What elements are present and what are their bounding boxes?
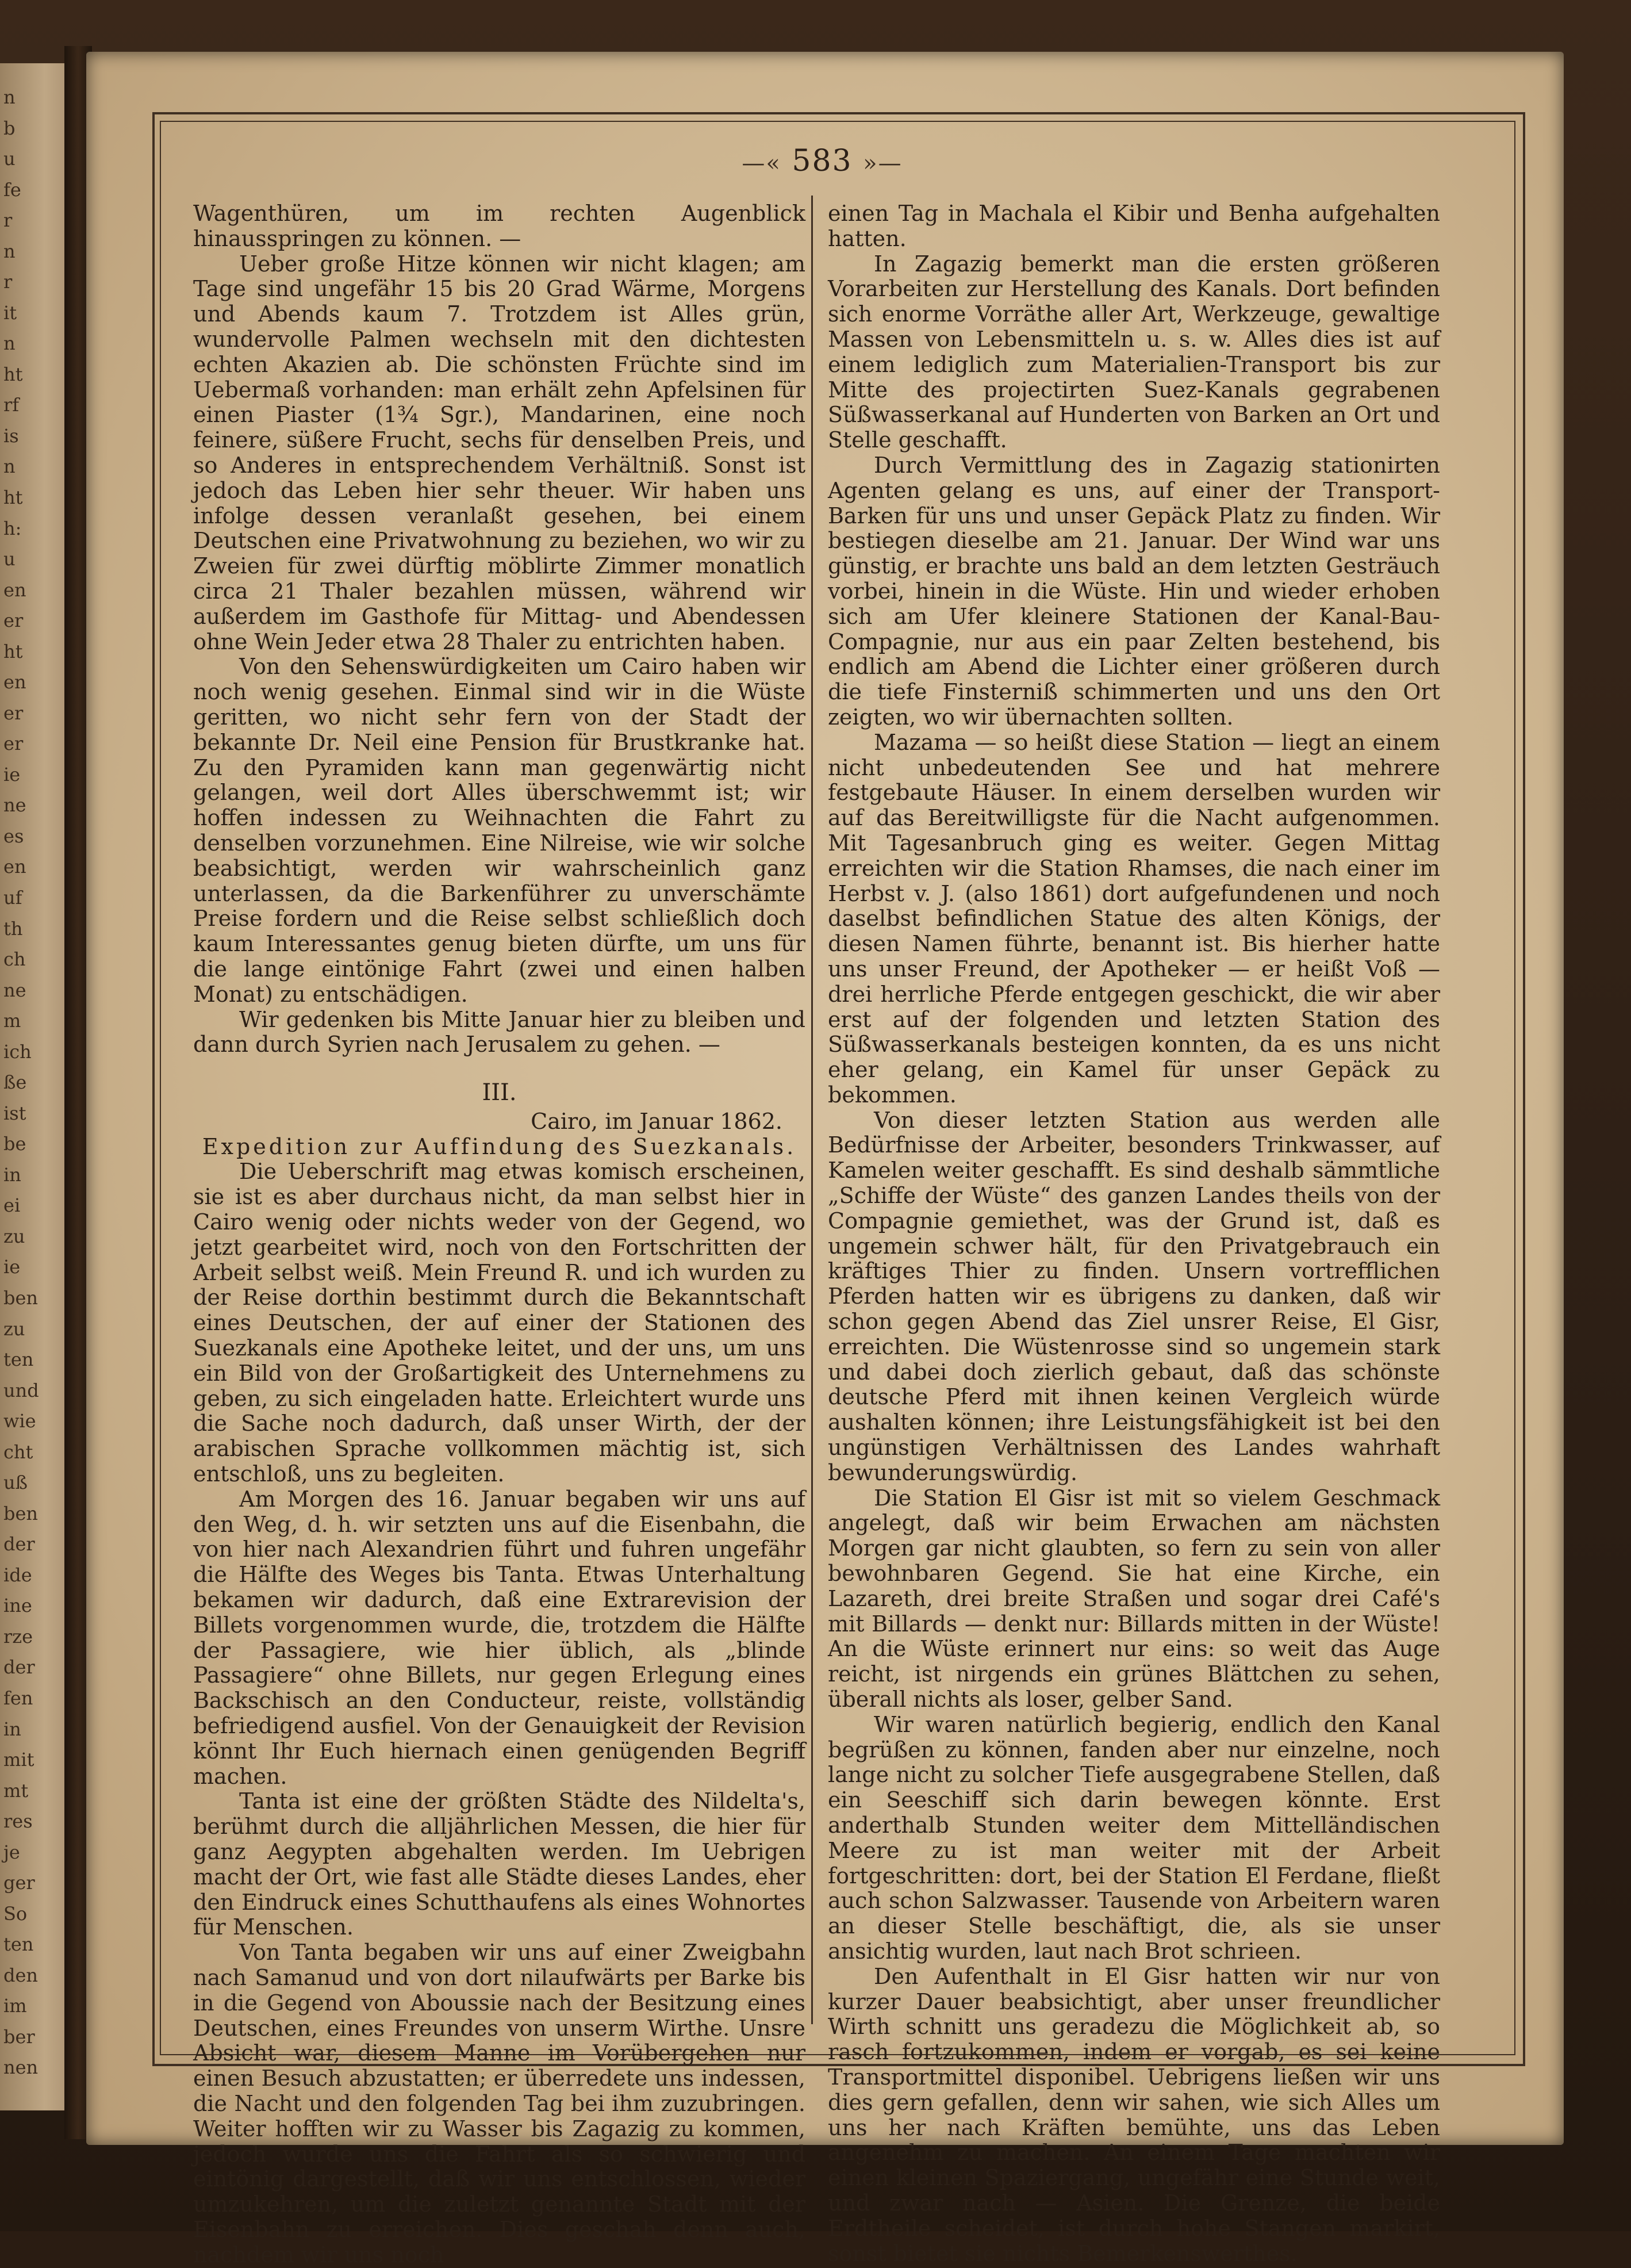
left-page-fragment: rf bbox=[3, 394, 20, 416]
section-heading: III. bbox=[482, 1079, 517, 1106]
page-header bbox=[713, 144, 931, 178]
left-page-fragment: u bbox=[3, 548, 16, 570]
paragraph: Wagenthüren, um im rechten Augenblick hinausspringen zu können. — bbox=[193, 201, 805, 251]
paragraph: Mazama — so heißt diese Station — liegt an einem nicht unbedeutenden See und hat mehrere festgebaute Häuser. In einem derselben wurden wir auf das Bereitwilligste für die Nacht aufgenommen. Mit Tagesanbruch ging es weiter. Gegen Mittag erreichten wir die Station Rhamses, die nach einer im Herbst v. J. (also 1861) dort aufgefundenen und noch daselbst befindlichen Statue des alten Königs, der diesen Namen führte, benannt ist. Bis hierher hatte uns unser Freund, der Apotheker — er heißt Voß — drei herrliche Pferde entgegen geschickt, die wir aber erst auf der folgenden und letzten Station des Süßwasserkanals besteigen konnten, da es uns nicht eher gelang, ein Kamel für unser Gepäck zu bekommen. bbox=[828, 729, 1440, 1108]
left-page-fragment: So bbox=[3, 1902, 28, 1925]
left-page-fragment: ine bbox=[3, 1595, 32, 1617]
paragraph: In Zagazig bemerkt man die ersten größeren Vorarbeiten zur Herstellung des Kanals. Dort befinden sich enorme Vorräthe aller Art, Werkzeuge, gewaltige Massen von Lebensmitteln u. s. w. Alles dies ist auf einem lediglich zum Materialien-Transport bis zur Mitte des projectirten Suez-Kanals gegrabenen Süßwasserkanal auf Hunderten von Barken an Ort und Stelle geschafft. bbox=[828, 251, 1440, 453]
left-page-fragment: n bbox=[3, 455, 16, 478]
header-ornament-right: »— bbox=[863, 150, 903, 177]
left-page-fragment: r bbox=[3, 271, 13, 293]
left-page-fragment: ist bbox=[3, 1102, 26, 1124]
paragraph: einen Tag in Machala el Kibir und Benha aufgehalten hatten. bbox=[828, 201, 1440, 251]
left-page-fragment: ie bbox=[3, 1256, 21, 1278]
left-page-fragment: ie bbox=[3, 763, 21, 786]
left-page-fragment: rze bbox=[3, 1625, 33, 1648]
left-page-fragment: uf bbox=[3, 887, 22, 909]
paragraph: Die Station El Gisr ist mit so vielem Geschmack angelegt, daß wir beim Erwachen am nächsten Morgen gar nicht glaubten, so fern zu sein von aller bewohnbaren Gegend. Sie hat eine Kirche, ein Lazareth, drei breite Straßen und sogar drei Café's mit Billards — denkt nur: Billards mitten in der Wüste! An die Wüste erinnert nur eins: so weit das Auge reicht, ist nirgends ein grünes Blättchen zu sehen, überall nichts als loser, gelber Sand. bbox=[828, 1485, 1440, 1713]
left-page-fragment: ben bbox=[3, 1502, 39, 1524]
paragraph: Von Tanta begaben wir uns auf einer Zweigbahn nach Samanud und von dort nilaufwärts per Barke bis in die Gegend von Aboussie nach der Besitzung eines Deutschen, eines Freundes von unserm Wirthe. Unsre Absicht war, diesem Manne im Vorübergehen nur einen Besuch abzustatten; er überredete uns indessen, die Nacht und den folgenden Tag bei ihm zuzubringen. Weiter hofften wir zu Wasser bis Zagazig zu kommen, jedoch wurde uns die Fahrt als so schwierig und eintönig dargestellt, daß wir uns entschlossen, wieder umzukehren, um die zuletzt genannte Stadt mit der Eisenbahn zu erreichen. Dies geschah denn auch, nachdem wir uns noch bbox=[193, 1940, 805, 2267]
right-column bbox=[828, 201, 1440, 2266]
left-page-fragment: ich bbox=[3, 1040, 32, 1063]
left-page-fragment: m bbox=[3, 1010, 21, 1032]
paragraph: Wir waren natürlich begierig, endlich den Kanal begrüßen zu können, fanden aber nur einzelne, noch lange nicht zu solcher Tiefe ausgegrabene Stellen, daß ein Seeschiff sich darin bewegen könnte. Erst anderthalb Stunden weiter dem Mittelländischen Meere zu ist man weiter mit der Arbeit fortgeschritten: dort, bei der Station El Ferdane, fließt auch schon Salzwasser. Tausende von Arbeitern waren an dieser Stelle beschäftigt, die, als sie unser ansichtig wurden, laut nach Brot schrieen. bbox=[828, 1711, 1440, 1964]
left-page-fragment: ber bbox=[3, 2025, 35, 2048]
left-page-fragment: den bbox=[3, 1964, 39, 1986]
header-ornament-left: —« bbox=[742, 150, 781, 177]
left-page-fragment: in bbox=[3, 1163, 21, 1186]
left-page-fragment: n bbox=[3, 86, 16, 108]
paragraph: Tanta ist eine der größten Städte des Nildelta's, berühmt durch die alljährlichen Messen, die hier für ganz Aegypten abgehalten werden. Im Uebrigen macht der Ort, wie fast alle Städte dieses Landes, eher den Eindruck eines Schutthaufens als eines Wohnortes für Menschen. bbox=[193, 1788, 805, 1940]
left-page-fragment: und bbox=[3, 1379, 39, 1401]
left-page-fragment: th bbox=[3, 917, 23, 940]
left-page-fragment: it bbox=[3, 301, 17, 324]
left-page-fragment: ne bbox=[3, 794, 26, 817]
left-page-fragment: u bbox=[3, 148, 16, 170]
left-page-fragment: im bbox=[3, 1995, 27, 2017]
left-page-fragment: fen bbox=[3, 1687, 33, 1709]
left-page-fragment: ide bbox=[3, 1564, 32, 1586]
left-page-fragment: nen bbox=[3, 2056, 39, 2079]
left-page-fragment: der bbox=[3, 1656, 35, 1679]
left-page-fragment: en bbox=[3, 579, 26, 601]
left-page-fragment: ten bbox=[3, 1933, 34, 1956]
left-page-fragment: res bbox=[3, 1810, 33, 1833]
left-page-fragment: ei bbox=[3, 1194, 21, 1217]
left-page-fragment: ht bbox=[3, 486, 23, 508]
dateline: Cairo, im Januar 1862. bbox=[531, 1108, 782, 1134]
page-number: 583 bbox=[792, 144, 853, 178]
left-page-fragment: h: bbox=[3, 517, 22, 539]
left-page-fragment: in bbox=[3, 1718, 21, 1740]
left-page-fragment: ten bbox=[3, 1348, 34, 1371]
left-page-fragment: ht bbox=[3, 640, 23, 662]
paragraph: Von dieser letzten Station aus werden alle Bedürfnisse der Arbeiter, besonders Trinkwasser, auf Kamelen weiter geschafft. Es sind deshalb sämmtliche „Schiffe der Wüste“ des ganzen Landes theils von der Compagnie gemiethet, was der Grund ist, daß es ungemein schwer hält, für den Privatgebrauch ein kräftiges Thier zu finden. Unsern vortrefflichen Pferden hatten wir es übrigens zu danken, daß wir schon gegen Abend das Ziel unsrer Reise, El Gisr, erreichten. Die Wüstenrosse sind so ungemein stark und dabei doch zierlich gebaut, daß das schönste deutsche Pferd mit ihnen keinen Vergleich würde aushalten können; ihre Leistungsfähigkeit ist bei den ungünstigen Verhältnissen des Landes wahrhaft bewunderungswürdig. bbox=[828, 1107, 1440, 1485]
paragraph: Den Aufenthalt in El Gisr hatten wir nur von kurzer Dauer beabsichtigt, aber unser freundlicher Wirth schnitt uns geradezu die Möglichkeit ab, so rasch fortzukommen, indem er vorgab, es sei keine Transportmittel disponibel. Uebrigens ließen wir uns dies gern gefallen, denn wir sahen, wie sich Alles um uns her nach Kräften bemühte, uns das Leben angenehm zu machen. An einem Tage machten wir einen kleinen Spaziergang, ungefähr eine Stunde weit, und zwar nach — Asien. Die Grenze, die beide Erdtheile scheidet, ist durch hohe Stangen markirt, sonst bietet sie nichts Bemerkenswerthes. bbox=[828, 1963, 1440, 2266]
left-page-fragment: cht bbox=[3, 1441, 33, 1463]
left-page-fragment: ch bbox=[3, 948, 26, 971]
left-column bbox=[193, 201, 805, 2268]
paragraph: Durch Vermittlung des in Zagazig stationirten Agenten gelang es uns, auf einer der Transport-Barken für uns und unser Gepäck Platz zu finden. Wir bestiegen dieselbe am 21. Januar. Der Wind war uns günstig, er brachte uns bald an dem letzten Gesträuch vorbei, hinein in die Wüste. Hin und wieder erhoben sich am Ufer kleinere Stationen der Kanal-Bau-Compagnie, nur aus ein paar Zelten bestehend, bis endlich am Abend die Lichter einer größeren durch die tiefe Finsterniß schimmerten und uns den Ort zeigten, wo wir übernachten sollten. bbox=[828, 452, 1440, 730]
left-page-fragment: es bbox=[3, 825, 24, 847]
left-page-fragment: mt bbox=[3, 1779, 29, 1802]
left-page-fragment: en bbox=[3, 671, 26, 694]
left-page-fragment: er bbox=[3, 733, 24, 755]
left-page-fragment: en bbox=[3, 856, 26, 878]
left-page-fragment: ger bbox=[3, 1872, 35, 1894]
left-page-fragment: ben bbox=[3, 1287, 39, 1309]
left-page-fragment: be bbox=[3, 1133, 26, 1155]
left-page-fragment: n bbox=[3, 240, 16, 262]
left-page-fragment: mit bbox=[3, 1749, 34, 1771]
left-page-fragment: zu bbox=[3, 1225, 25, 1247]
left-page-fragment: der bbox=[3, 1533, 35, 1556]
left-page-fragment: r bbox=[3, 209, 13, 232]
paragraph: Ueber große Hitze können wir nicht klagen; am Tage sind ungefähr 15 bis 20 Grad Wärme, Morgens und Abends kaum 7. Trotzdem ist Alles grün, wundervolle Palmen wechseln mit den dichtesten echten Akazien ab. Die schönsten Früchte sind im Uebermaß vorhanden: man erhält zehn Apfelsinen für einen Piaster (1¾ Sgr.), Mandarinen, eine noch feinere, süßere Frucht, sechs für denselben Preis, und so Anderes in entsprechendem Verhältniß. Sonst ist jedoch das Leben hier sehr theuer. Wir haben uns infolge dessen veranlaßt gesehen, bei einem Deutschen eine Privatwohnung zu beziehen, wo wir zu Zweien für zwei dürftig möblirte Zimmer monatlich circa 21 Thaler bezahlen müssen, während wir außerdem im Gasthofe für Mittag- und Abendessen ohne Wein Jeder etwa 28 Thaler zu entrichten haben. bbox=[193, 251, 805, 654]
left-page-fragment: ße bbox=[3, 1071, 27, 1094]
left-page-fragment: wie bbox=[3, 1410, 36, 1432]
paragraph: Die Ueberschrift mag etwas komisch erscheinen, sie ist es aber durchaus nicht, da man selbst hier in Cairo wenig oder nichts weder von der Gegend, wo jetzt gearbeitet wird, noch von den Fortschritten der Arbeit selbst weiß. Mein Freund R. und ich wurden zu der Reise dorthin bestimmt durch die Bekanntschaft eines Deutschen, der auf einer der Stationen des Suezkanals eine Apotheke leitet, und der uns, um uns ein Bild von der Großartigkeit des Unternehmens zu geben, zu sich eingeladen hatte. Erleichtert wurde uns die Sache noch dadurch, daß unser Wirth, der der arabischen Sprache vollkommen mächtig ist, sich entschloß, uns zu begleiten. bbox=[193, 1159, 805, 1487]
article-subheading: Expedition zur Auffindung des Suezkanals. bbox=[202, 1133, 797, 1159]
left-page-fragment: n bbox=[3, 332, 16, 355]
left-page-fragment: is bbox=[3, 424, 19, 447]
left-page-fragment: ne bbox=[3, 979, 26, 1001]
left-page-fragment: b bbox=[3, 117, 16, 139]
left-page-fragment: er bbox=[3, 702, 24, 724]
left-page-fragment: ht bbox=[3, 363, 23, 385]
column-divider bbox=[811, 196, 813, 2024]
left-page-fragment: zu bbox=[3, 1317, 25, 1340]
paragraph: Am Morgen des 16. Januar begaben wir uns auf den Weg, d. h. wir setzten uns auf die Eisenbahn, die von hier nach Alexandrien führt und fuhren ungefähr die Hälfte des Weges bis Tanta. Etwas Unterhaltung bekamen wir dadurch, daß eine Extrarevision der Billets vorgenommen wurde, die, trotzdem die Hälfte der Passagiere, wie hier üblich, als „blinde Passagiere“ ohne Billets, nur gegen Erlegung eines Backschisch an den Conducteur, reiste, vollständig befriedigend ausfiel. Von der Genauigkeit der Revision könnt Ihr Euch hiernach einen genügenden Begriff machen. bbox=[193, 1486, 805, 1789]
left-page-fragment: je bbox=[3, 1841, 20, 1863]
paragraph: Von den Sehenswürdigkeiten um Cairo haben wir noch wenig gesehen. Einmal sind wir in die Wüste geritten, wo nicht sehr fern von der Stadt der bekannte Dr. Neil eine Pension für Brustkranke hat. Zu den Pyramiden kann man gegenwärtig nicht gelangen, weil dort Alles überschwemmt ist; wir hoffen indessen zu Weihnachten die Fahrt zu denselben vorzunehmen. Eine Nilreise, wie wir solche beabsichtigt, werden wir wahrscheinlich ganz unterlassen, da die Barkenführer zu unverschämte Preise fordern und die Reise selbst schließlich doch kaum Interessantes genug bieten dürfte, um uns für die lange eintönige Fahrt (zwei und einen halben Monat) zu entschädigen. bbox=[193, 654, 805, 1007]
paragraph: Wir gedenken bis Mitte Januar hier zu bleiben und dann durch Syrien nach Jerusalem zu gehen. — bbox=[193, 1006, 805, 1058]
left-page-fragment: uß bbox=[3, 1472, 28, 1494]
left-page-fragment: er bbox=[3, 610, 24, 632]
left-page-fragment: fe bbox=[3, 178, 21, 201]
